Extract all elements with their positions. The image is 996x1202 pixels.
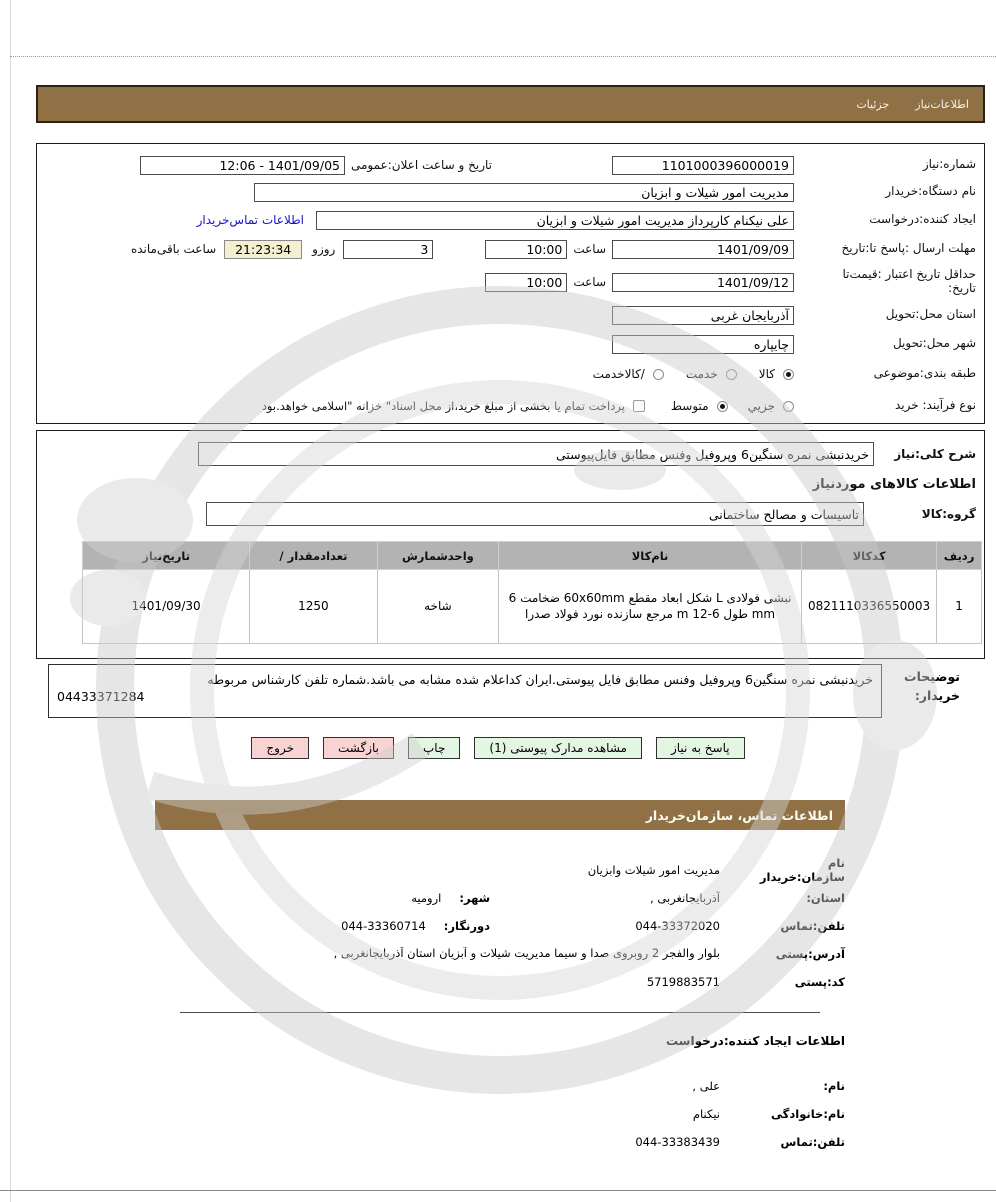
days-label: روزو [312,242,336,256]
col-quantity: / تعدادمقدار [250,542,377,570]
announce-label: تاریخ و ساعت اعلان:عمومی [350,158,492,172]
announce-datetime-field[interactable]: 12:06 - 1401/09/05 [140,156,345,175]
cell-unit: شاخه [377,570,499,644]
reply-deadline-label: مهلت ارسال :پاسخ تا:تاریخ [841,241,976,256]
delivery-city-label: شهر محل:تحویل [892,336,976,351]
delivery-city-field[interactable]: چایپاره [612,335,794,354]
creator-phone-value: 044-33383439 [635,1135,720,1149]
treasury-checkbox[interactable] [633,400,645,412]
process-medium-label: متوسط [670,399,709,413]
view-attachments-button[interactable]: مشاهده مدارک پیوستی (1) [474,737,642,759]
section-divider [180,1012,820,1013]
creator-name-label: نام: [823,1079,845,1093]
creator-family-row [155,1100,845,1128]
remaining-time-box: 21:23:34 [224,240,302,259]
org-name-value: مدیریت امور شیلات وابزیان [587,863,720,877]
org-postal-label: کد:پستی [794,975,845,989]
cell-quantity: 1250 [250,570,377,644]
org-name-label: نام سازمان:خریدار [759,856,845,884]
process-partial-radio[interactable] [783,401,794,412]
need-number-label: شماره:نیاز [922,157,976,172]
org-city-value: ارومیه [411,891,442,905]
row-price-validity [45,264,976,300]
buyer-notes-block [48,664,960,718]
org-phone-label: تلفن:تماس [780,919,845,933]
buyer-contact-link[interactable]: اطلاعات تماس‌خریدار [196,213,304,227]
row-delivery-city [45,330,976,358]
row-subject-category [45,358,976,390]
org-province-label: استان: [806,891,845,905]
cell-need-date: 1401/09/30 [83,570,250,644]
org-address-value: بلوار والفجر 2 روبروی صدا و سیما مدیریت شیلات و آبزیان استان آذربایجانغربی , [333,947,720,961]
goods-heading: اطلاعات کالاهای موردنیاز [812,476,976,492]
need-description-field[interactable]: خریدنبشی نمره سنگین6 وپروفیل وفنس مطابق فایل‌پیوستی [198,442,874,466]
row-goods-heading [45,469,976,499]
creator-phone-label: تلفن:تماس [780,1135,845,1149]
org-phone-row [155,912,845,940]
subject-category-label: طبقه بندی:موضوعی [873,366,976,381]
reply-deadline-date-field[interactable]: 1401/09/09 [612,240,794,259]
row-need-number [45,152,976,178]
org-postal-row [155,968,845,996]
category-service-radio[interactable] [726,369,737,380]
org-contact-block [155,856,845,996]
category-goods-service-radio[interactable] [653,369,664,380]
process-type-label: نوع فرآیند: خرید [895,398,976,413]
row-buyer-org [45,178,976,206]
action-buttons-row [0,737,996,759]
org-province-row [155,884,845,912]
need-goods-panel [36,430,985,659]
buyer-notes-phone: 04433371284 [57,688,145,704]
exit-button[interactable]: خروج [251,737,309,759]
org-postal-value: 5719883571 [646,975,720,989]
buyer-org-field[interactable]: مدیریت امور شیلات و ابزیان [254,183,794,202]
need-number-field[interactable]: 1101000396000019 [612,156,794,175]
buyer-notes-label-line2: خریدار: [914,687,960,703]
request-creator-label: ایجاد کننده:درخواست [869,212,976,227]
creator-phone-row [155,1128,845,1156]
cell-item-code: 0821110336550003 [801,570,936,644]
category-goods-service-label: /کالاخدمت [592,367,645,381]
price-validity-label [794,268,976,296]
print-button[interactable]: چاپ [408,737,460,759]
org-contact-header: اطلاعات تماس، سازمان‌خریدار [155,800,845,830]
row-request-creator [45,206,976,234]
need-summary-panel [36,143,985,424]
row-reply-deadline [45,234,976,264]
org-city-label: شهر: [459,891,490,905]
remaining-hours-label: ساعت باقی‌مانده [130,242,217,256]
creator-family-value: نیکنام [692,1107,720,1121]
org-name-row [155,856,845,884]
page-bottom-border [0,1190,996,1191]
row-process-type [45,390,976,422]
delivery-province-field[interactable]: آذربایجان غربی [612,306,794,325]
tab-bar [36,85,985,123]
row-need-description [45,439,976,469]
row-delivery-province [45,300,976,330]
cell-row-index: 1 [937,570,982,644]
need-description-label: شرح کلی:نیاز [894,447,976,461]
goods-group-label: گروه:کالا [921,507,976,521]
col-item-name: نام‌کالا [499,542,802,570]
back-button[interactable]: بازگشت [323,737,394,759]
reply-to-need-button[interactable]: پاسخ به نیاز [656,737,745,759]
cell-item-name: نبشی فولادی L شکل ابعاد مقطع 60x60mm ضخامت 6 mm طول 6-12 m مرجع سازنده نورد فولاد صدرا [499,570,802,644]
remaining-days-field[interactable]: 3 [343,240,433,259]
process-partial-label: جزيي [747,399,775,413]
creator-info-heading: اطلاعات ایجاد کننده:درخواست [665,1034,845,1048]
goods-table-header-row [83,542,982,570]
goods-table [82,541,982,644]
price-validity-label-line2: تاریخ: [948,281,976,295]
category-goods-radio[interactable] [783,369,794,380]
creator-family-label: نام:خانوادگی [771,1107,845,1121]
process-medium-radio[interactable] [717,401,728,412]
price-validity-label-line1: حداقل تاریخ اعتبار :قیمت‌تا [842,267,976,282]
org-address-row [155,940,845,968]
price-validity-date-field[interactable]: 1401/09/12 [612,273,794,292]
category-service-label: خدمت [685,367,718,381]
goods-table-row [83,570,982,644]
buyer-org-label: نام دستگاه:خریدار [885,184,976,199]
org-fax-value: 044-33360714 [341,919,426,933]
row-goods-group [45,499,976,529]
buyer-notes-text: خریدنبشی نمره سنگین6 وپروفیل وفنس مطابق فایل پیوستی.ایران کداعلام شده مشابه می باشد.شماره تلفن کارشناس مربوطه [207,672,873,687]
col-row-index: ردیف [937,542,982,570]
creator-name-row [155,1072,845,1100]
page-left-border [10,0,11,1202]
col-need-date: تاریخ‌نیاز [83,542,250,570]
buyer-notes-label-line1: توضیحات [904,669,960,684]
buyer-notes-field[interactable] [48,664,882,718]
creator-name-value: علی , [692,1079,720,1093]
buyer-notes-label [882,664,960,718]
request-creator-field[interactable]: علی نیکنام کارپرداز مدیریت امور شیلات و ابزیان [316,211,794,230]
deadline-hour-label: ساعت [573,242,606,256]
org-address-label: آدرس:پستی [775,947,845,961]
delivery-province-label: استان محل:تحویل [885,307,976,322]
treasury-checkbox-label: پرداخت تمام یا بخشی از مبلغ خرید،از محل اسناد" خزانه "اسلامی خواهد.بود [261,399,625,413]
reply-deadline-time-field[interactable]: 10:00 [485,240,567,259]
validity-hour-label: ساعت [573,275,606,289]
top-dotted-divider [10,56,996,57]
creator-info-block [155,1072,845,1156]
org-fax-label: دورنگار: [443,919,490,933]
goods-group-field[interactable]: تاسیسات و مصالح ساختمانی [206,502,864,526]
org-province-value: آذربایجانغربی , [650,891,720,905]
col-unit: واحدشمارش [377,542,499,570]
org-phone-value: 044-33372020 [635,919,720,933]
col-item-code: کدکالا [801,542,936,570]
tab-details[interactable]: جزئیات [856,97,890,111]
category-goods-label: کالا [758,367,775,381]
tab-need-info[interactable]: اطلاعات‌نیاز [915,97,969,111]
price-validity-time-field[interactable]: 10:00 [485,273,567,292]
